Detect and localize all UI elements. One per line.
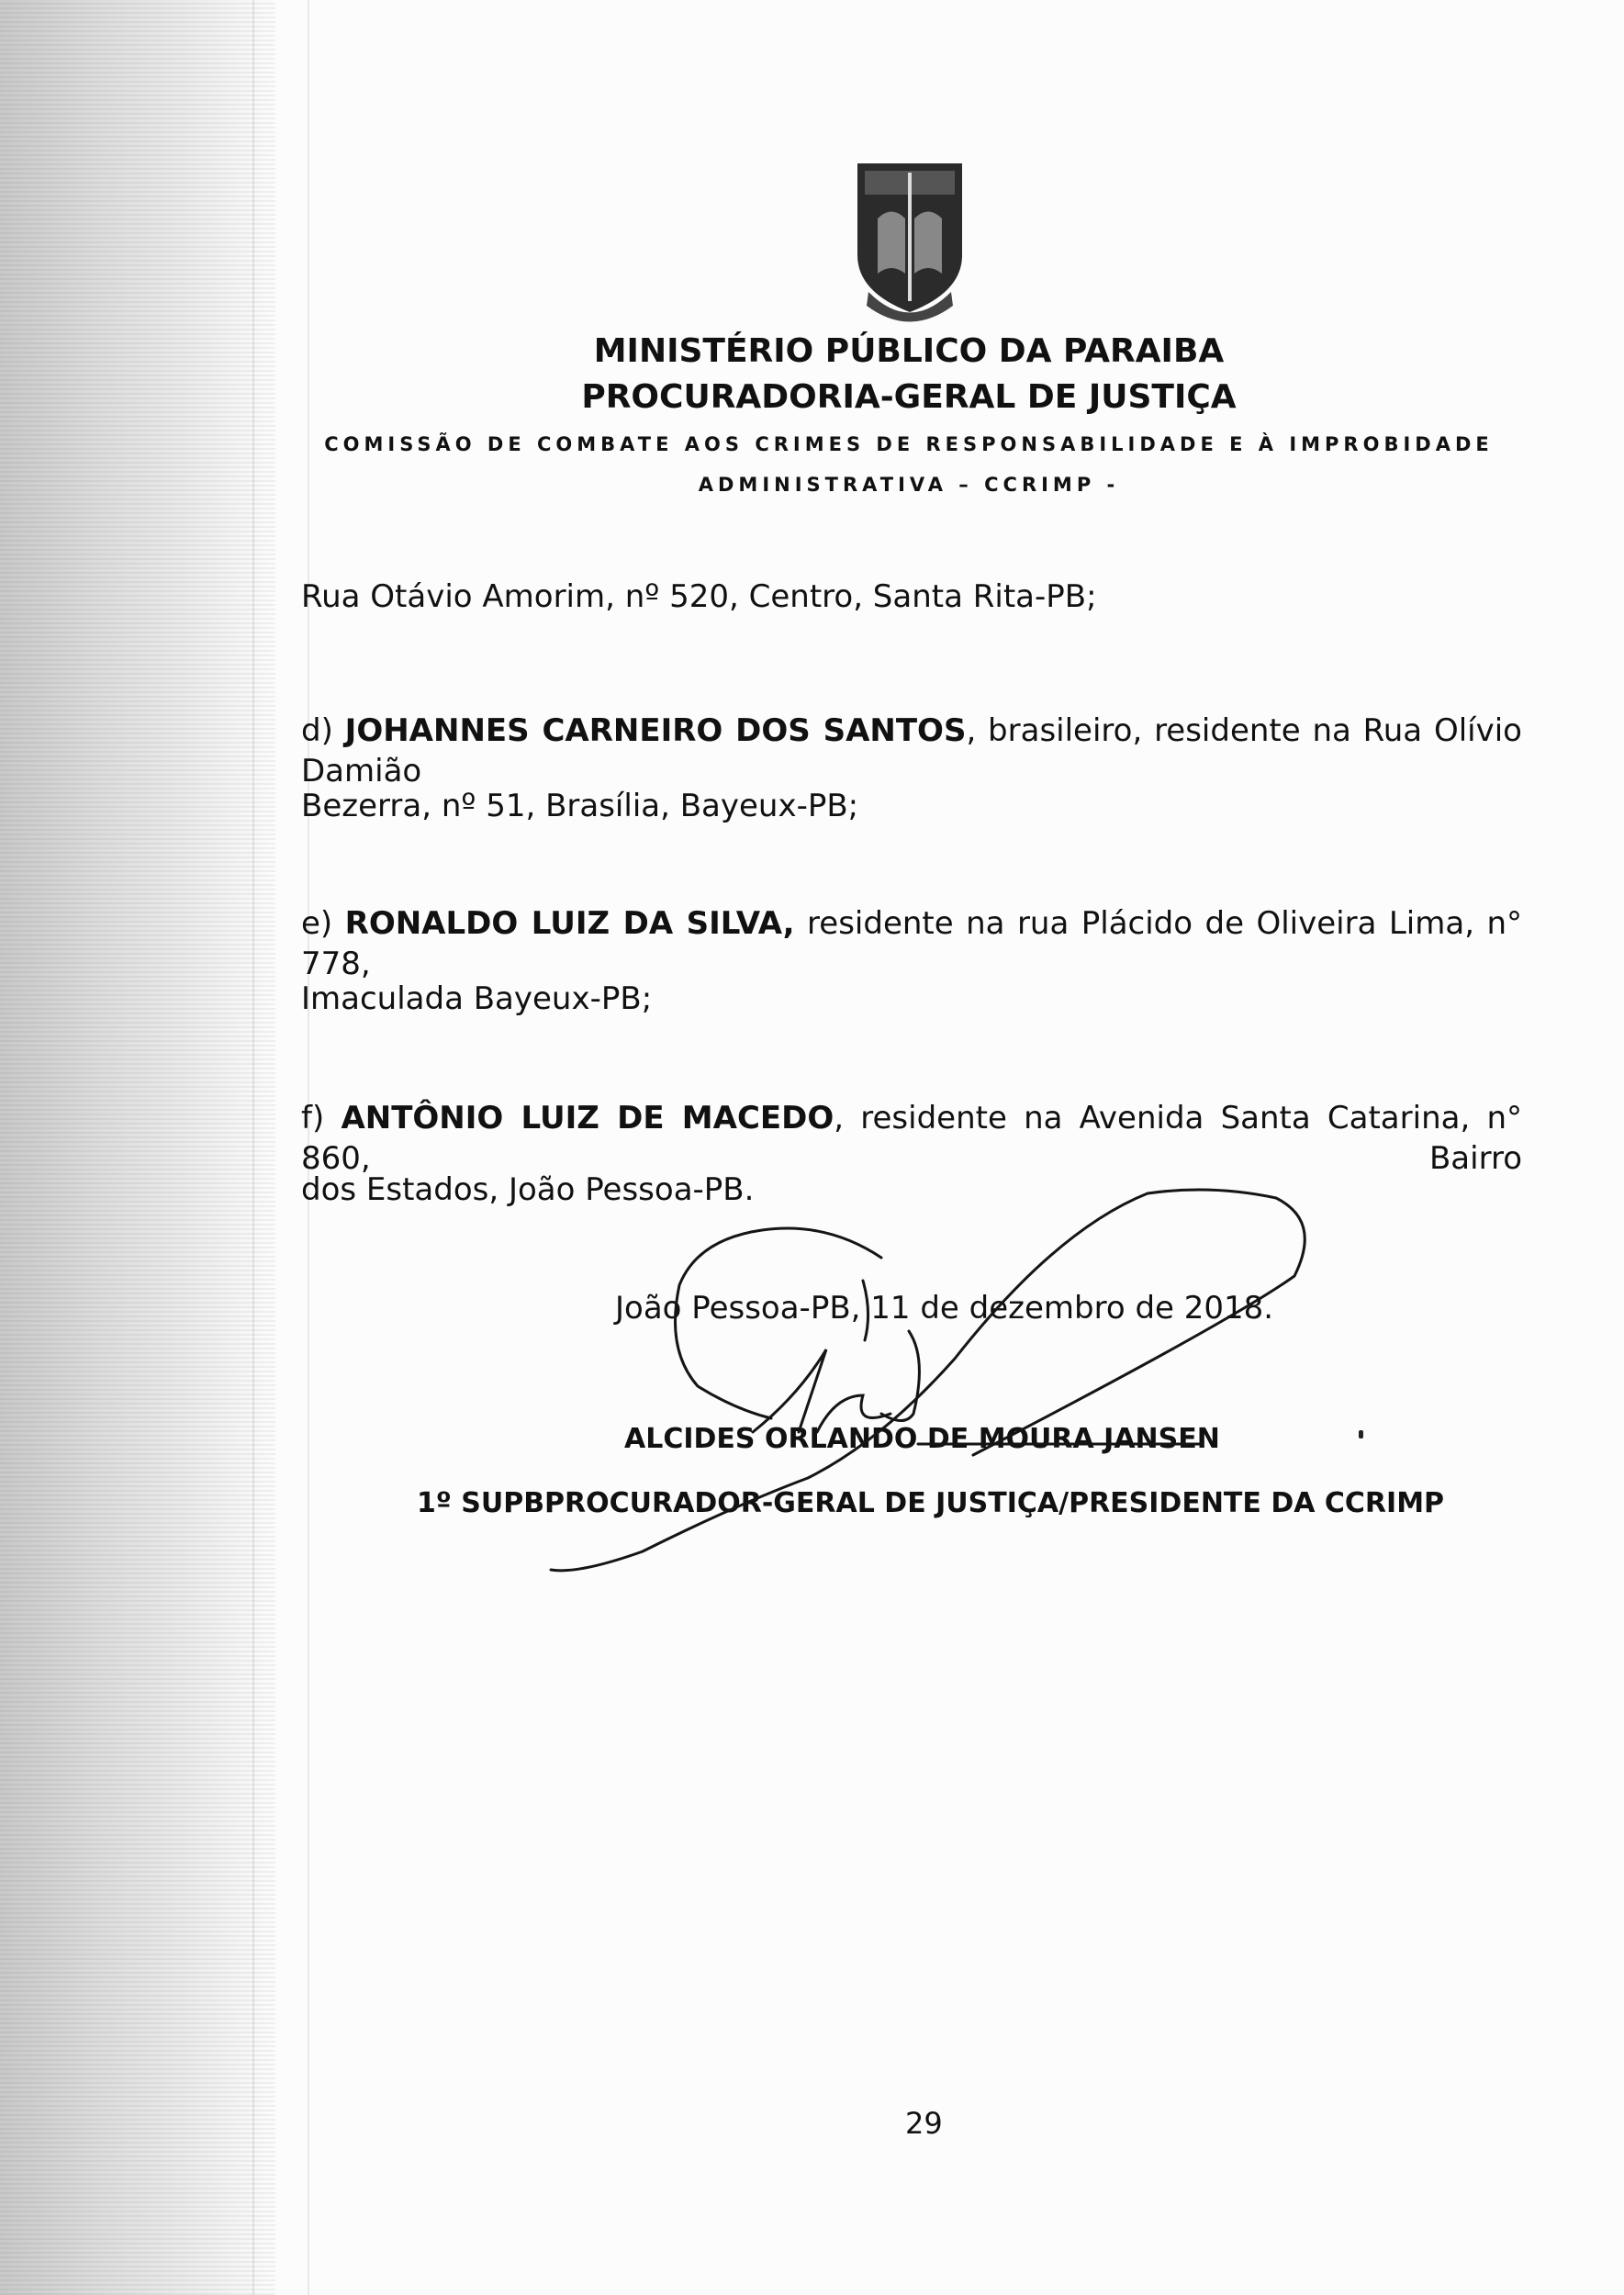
item-d-name: JOHANNES CARNEIRO DOS SANTOS: [344, 712, 967, 749]
letterhead-ministry: MINISTÉRIO PÚBLICO DA PARAIBA: [593, 332, 1225, 370]
item-f-name: ANTÔNIO LUIZ DE MACEDO: [341, 1100, 834, 1136]
item-e-line2: Imaculada Bayeux-PB;: [301, 980, 653, 1017]
item-e-name: RONALDO LUIZ DA SILVA,: [344, 905, 795, 942]
signatory-name: ALCIDES ORLANDO DE MOURA JANSEN: [624, 1423, 1220, 1455]
letterhead-commission-cont: ADMINISTRATIVA – CCRIMP -: [698, 474, 1120, 496]
item-e-rest: residente na rua Plácido de Oliveira Lima, n° 778,: [301, 905, 1522, 982]
ink-mark: [1359, 1430, 1363, 1439]
item-d-line1: [301, 711, 1522, 791]
item-e-label: e): [301, 905, 333, 942]
item-e-line1: [301, 903, 1522, 984]
item-f-line1: [301, 1098, 1522, 1179]
item-f-line2: dos Estados, João Pessoa-PB.: [301, 1171, 755, 1208]
letterhead-commission: COMISSÃO DE COMBATE AOS CRIMES DE RESPONSABILIDADE E À IMPROBIDADE: [324, 433, 1494, 455]
address-c: Rua Otávio Amorim, nº 520, Centro, Santa Rita-PB;: [301, 578, 1097, 615]
item-f-label: f): [301, 1100, 325, 1136]
item-d-line2: Bezerra, nº 51, Brasília, Bayeux-PB;: [301, 788, 859, 824]
item-d-label: d): [301, 712, 333, 749]
scan-shadow-edge: [0, 0, 275, 2295]
page-number: 29: [905, 2106, 943, 2141]
signatory-role: 1º SUPBPROCURADOR-GERAL DE JUSTIÇA/PRESIDENTE DA CCRIMP: [417, 1487, 1445, 1519]
coat-of-arms-emblem: [850, 154, 969, 329]
item-d-rest: , brasileiro, residente na Rua Olívio Damião: [301, 712, 1522, 789]
closing-date: João Pessoa-PB, 11 de dezembro de 2018.: [615, 1290, 1274, 1327]
item-f-rest: , residente na Avenida Santa Catarina, n° 860, Bairro: [301, 1100, 1523, 1177]
scan-line: [252, 0, 254, 2295]
letterhead-procuradoria: PROCURADORIA-GERAL DE JUSTIÇA: [581, 378, 1237, 416]
